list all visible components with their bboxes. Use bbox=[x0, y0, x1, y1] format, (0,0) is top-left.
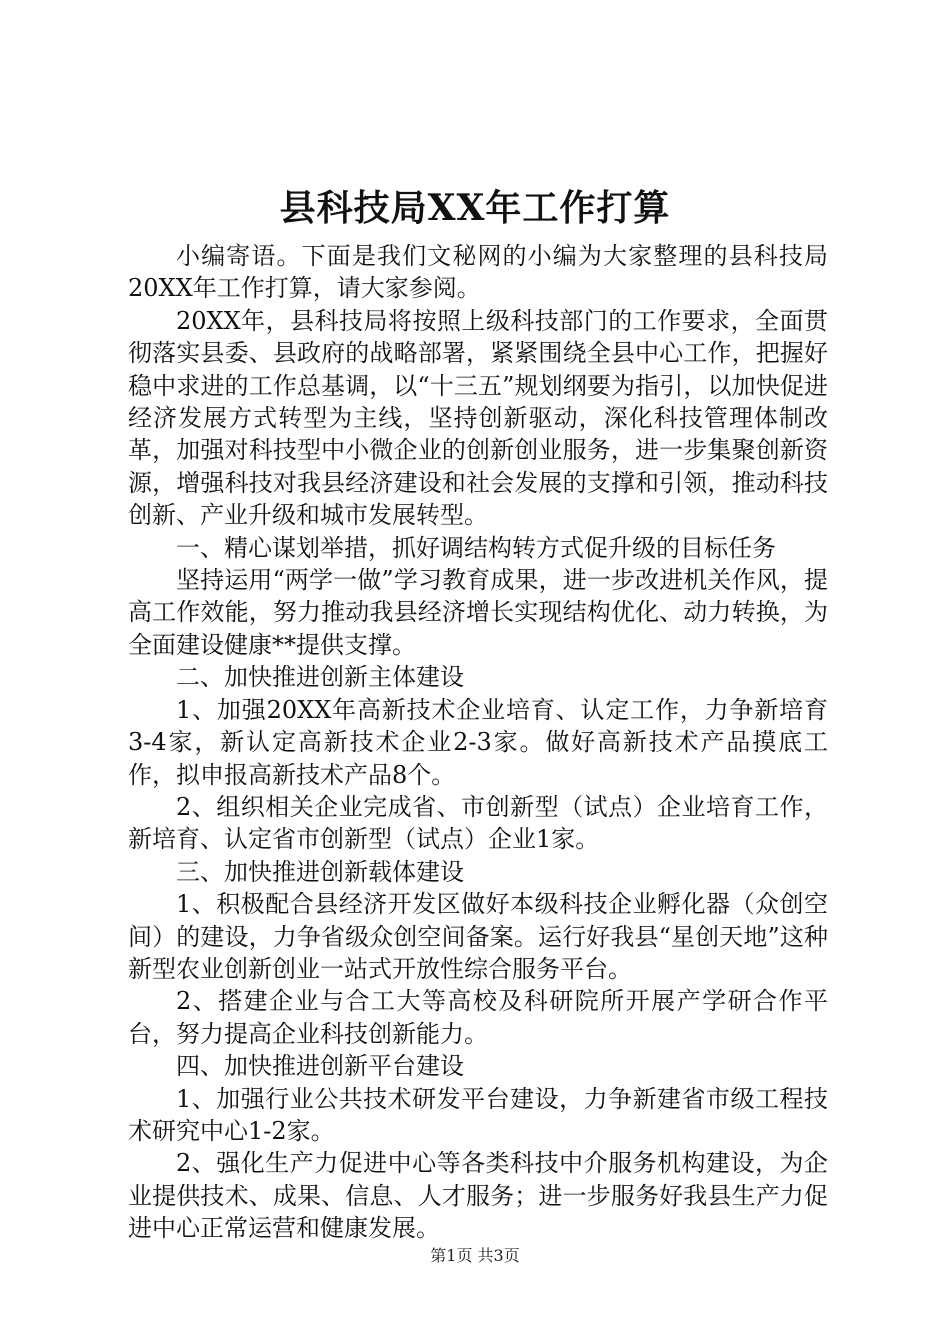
paragraph-overview: 20XX年，县科技局将按照上级科技部门的工作要求，全面贯彻落实县委、县政府的战略部署，紧紧围绕全县中心工作，把握好稳中求进的工作总基调，以“十三五”规划纲要为指引，以加快促进经济发展方式转型为主线，坚持创新驱动，深化科技管理体制改革，加强对科技型中小微企业的创新创业服务，进一步集聚创新资源，增强科技对我县经济建设和社会发展的支撑和引领，推动科技创新、产业升级和城市发展转型。 bbox=[128, 306, 828, 530]
paragraph-intro: 小编寄语。下面是我们文秘网的小编为大家整理的县科技局20XX年工作打算，请大家参阅。 bbox=[128, 242, 828, 303]
document-title: 县科技局XX年工作打算 bbox=[279, 187, 671, 229]
section-heading-1: 一、精心谋划举措，抓好调结构转方式促升级的目标任务 bbox=[176, 533, 776, 562]
section-heading-4: 四、加快推进创新平台建设 bbox=[176, 1052, 464, 1081]
paragraph-section-3-item-2: 2、搭建企业与合工大等高校及科研院所开展产学研合作平台，努力提高企业科技创新能力。 bbox=[128, 987, 828, 1048]
paragraph-section-1: 坚持运用“两学一做”学习教育成果，进一步改进机关作风，提高工作效能，努力推动我县经济增长实现结构优化、动力转换，为全面建设健康**提供支撑。 bbox=[128, 566, 828, 659]
paragraph-section-4-item-2: 2、强化生产力促进中心等各类科技中介服务机构建设，为企业提供技术、成果、信息、人才服务；进一步服务好我县生产力促进中心正常运营和健康发展。 bbox=[128, 1149, 828, 1243]
page-number-footer: 第1页 共3页 bbox=[430, 1246, 520, 1265]
paragraph-section-2-item-2: 2、组织相关企业完成省、市创新型（试点）企业培育工作，新培育、认定省市创新型（试点）企业1家。 bbox=[128, 792, 828, 854]
paragraph-section-4-item-1: 1、加强行业公共技术研发平台建设，力争新建省市级工程技术研究中心1-2家。 bbox=[128, 1084, 828, 1145]
paragraph-section-3-item-1: 1、积极配合县经济开发区做好本级科技企业孵化器（众创空间）的建设，力争省级众创空间备案。运行好我县“星创天地”这种新型农业创新创业一站式开放性综合服务平台。 bbox=[128, 890, 828, 983]
section-heading-3: 三、加快推进创新载体建设 bbox=[176, 857, 464, 886]
section-heading-2: 二、加快推进创新主体建设 bbox=[176, 663, 464, 692]
paragraph-section-2-item-1: 1、加强20XX年高新技术企业培育、认定工作，力争新培育3-4家，新认定高新技术企业2-3家。做好高新技术产品摸底工作，拟申报高新技术产品8个。 bbox=[128, 695, 828, 789]
document-body bbox=[128, 240, 828, 1245]
